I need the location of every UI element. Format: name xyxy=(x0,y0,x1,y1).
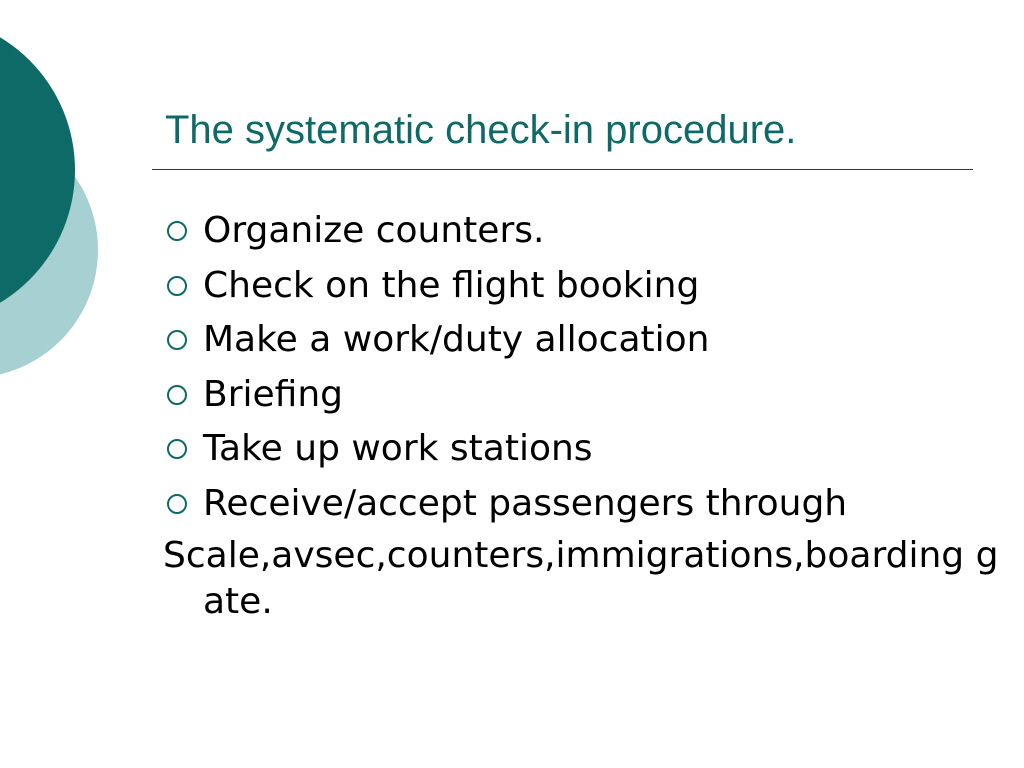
hollow-circle-icon xyxy=(167,276,187,296)
hollow-circle-icon xyxy=(167,330,187,350)
hollow-circle-icon xyxy=(167,494,187,514)
bullet-text: Organize counters. xyxy=(203,210,545,251)
hollow-circle-icon xyxy=(167,385,187,405)
bullet-item xyxy=(163,313,963,368)
bullet-item xyxy=(163,477,963,532)
bullet-text: Make a work/duty allocation xyxy=(203,319,710,360)
bullet-text: Check on the flight booking xyxy=(203,264,700,306)
bullet-item xyxy=(163,204,963,259)
bullet-list xyxy=(163,204,963,531)
hollow-circle-icon xyxy=(167,221,187,241)
bullet-text: Take up work stations xyxy=(203,428,593,469)
bullet-item xyxy=(163,422,963,477)
hollow-circle-icon xyxy=(167,439,187,459)
bullet-item xyxy=(163,368,963,423)
bullet-text: Briefing xyxy=(203,373,343,415)
bullet-item xyxy=(163,259,963,314)
title-divider xyxy=(152,169,973,170)
continuation-text: Scale,avsec,counters,immigrations,boarding gate. xyxy=(163,535,999,622)
decorative-circles xyxy=(0,0,110,400)
slide-body xyxy=(163,204,999,625)
slide-title: The systematic check-in procedure. xyxy=(165,108,797,152)
bullet-text: Receive/accept passengers through xyxy=(203,482,848,524)
